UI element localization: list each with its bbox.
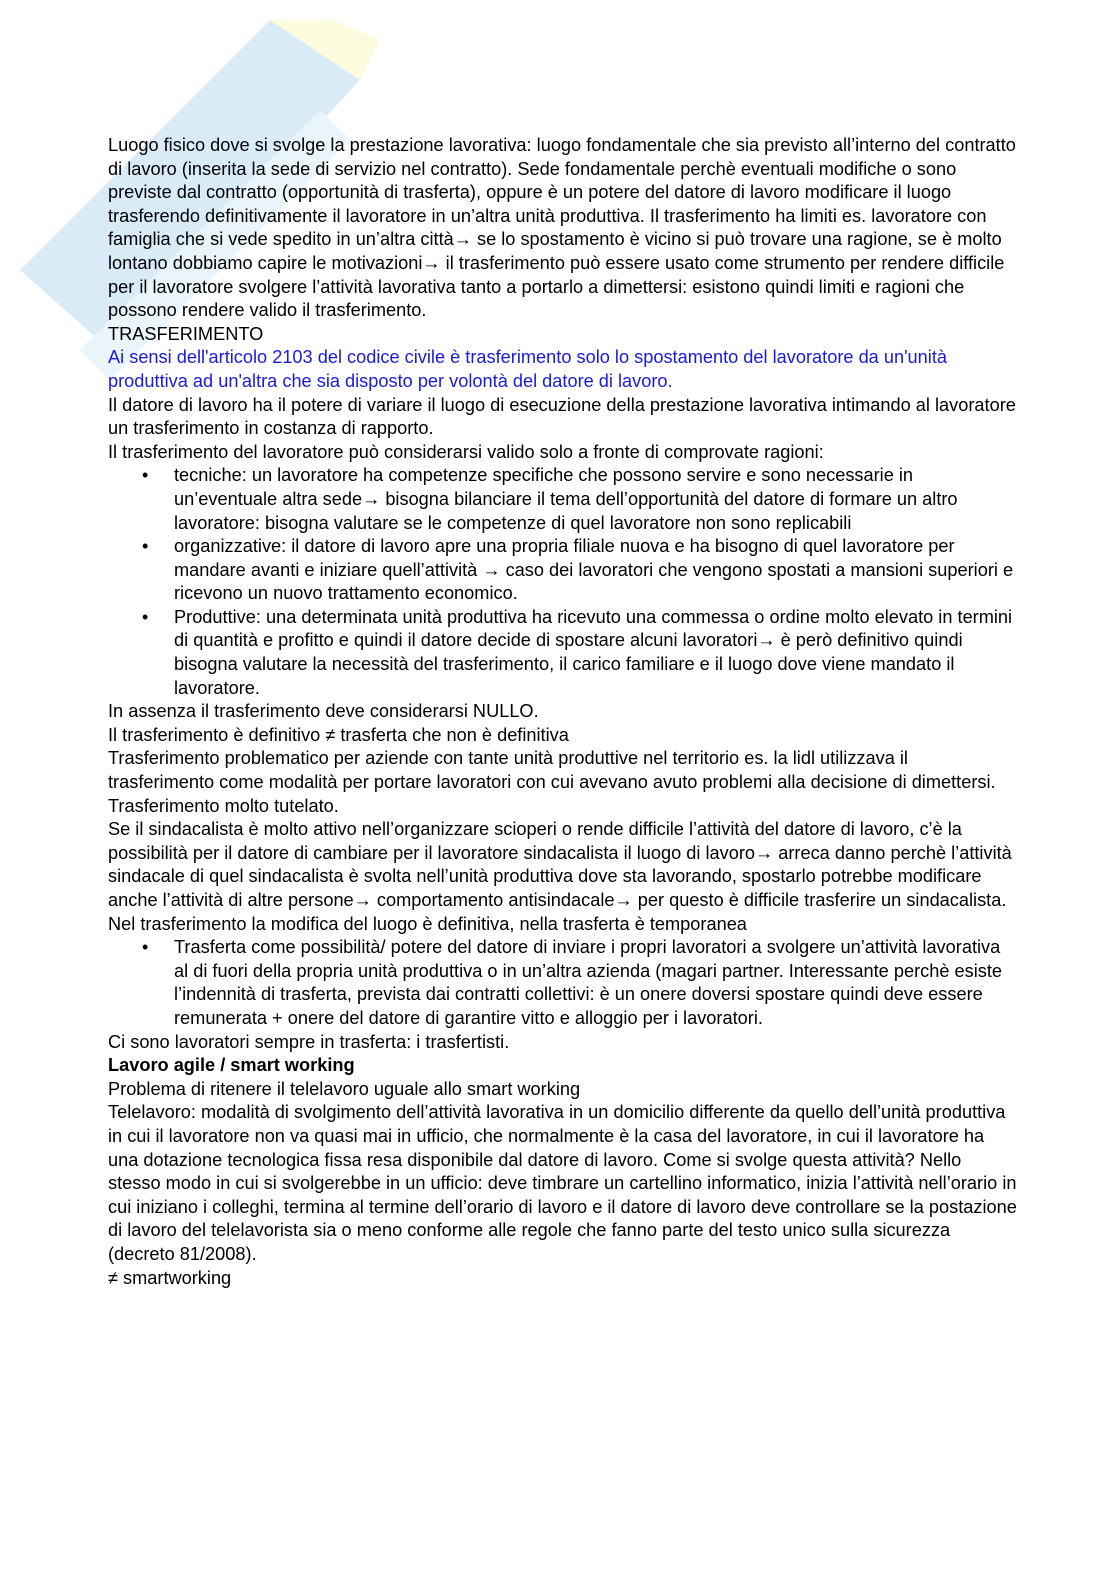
- paragraph-modifica-luogo: Nel trasferimento la modifica del luogo è definitiva, nella trasferta è temporanea: [108, 913, 747, 934]
- trasferta-list: [108, 936, 1018, 1030]
- paragraph-nullo: In assenza il trasferimento deve considerarsi NULLO.: [108, 701, 539, 722]
- watermark-yellow-corner: [270, 20, 380, 80]
- paragraph-tutelato: Trasferimento molto tutelato.: [108, 795, 339, 816]
- paragraph-potere-datore: Il datore di lavoro ha il potere di variare il luogo di esecuzione della prestazione lavorativa intimando al lavoratore un trasferimento in costanza di rapporto.: [108, 394, 1016, 439]
- reasons-list: [108, 464, 1018, 700]
- list-item-produttive: • Produttive: una determinata unità produttiva ha ricevuto una commessa o ordine molto elevato in termini di quantità e profitto e quindi il datore decide di spostare alcuni lavoratori→ è però definitivo quindi bisogna valutare la necessità del trasferimento, il carico familiare e il luogo dove viene mandato il lavoratore.: [174, 606, 1018, 700]
- paragraph-telelavoro: Telelavoro: modalità di svolgimento dell’attività lavorativa in un domicilio differente da quello dell’unità produttiva in cui il lavoratore non va quasi mai in ufficio, che normalmente è la casa del lavoratore, in cui il lavoratore ha una dotazione tecnologica fissa resa disponibile dal datore di lavoro. Come si svolge questa attività? Nello stesso modo in cui si svolgerebbe in un ufficio: deve timbrare un cartellino informatico, inizia l’attività nell’orario in cui iniziano i colleghi, termina al termine dell’orario di lavoro e il datore di lavoro deve controllare se la postazione di lavoro del telelavorista sia o meno conforme alle regole che fanno parte del testo unico sulla sicurezza (decreto 81/2008).: [108, 1102, 1017, 1264]
- section-heading-trasferimento: TRASFERIMENTO: [108, 323, 264, 344]
- paragraph-problema-telelavoro: Problema di ritenere il telelavoro uguale allo smart working: [108, 1078, 581, 1099]
- paragraph-trasfertisti: Ci sono lavoratori sempre in trasferta: i trasfertisti.: [108, 1031, 510, 1052]
- paragraph-definitivo: Il trasferimento è definitivo ≠ trasferta che non è definitiva: [108, 724, 569, 745]
- list-item-tecniche: • tecniche: un lavoratore ha competenze specifiche che possono servire e sono necessarie in un’eventuale altra sede→ bisogna bilanciare il tema dell’opportunità del datore di formare un altro lavoratore: bisogna valutare se le competenze di quel lavoratore non sono replicabili: [174, 464, 1018, 535]
- paragraph-smartworking: ≠ smartworking: [108, 1267, 232, 1288]
- paragraph-luogo-fisico: Luogo fisico dove si svolge la prestazione lavorativa: luogo fondamentale che sia previsto all’interno del contratto di lavoro (inserita la sede di servizio nel contratto). Sede fondamentale perchè eventuali modifiche o sono previste dal contratto (opportunità di trasferta), oppure è un potere del datore di lavoro modificare il luogo trasferendo definitivamente il lavoratore in un’altra unità produttiva. Il trasferimento ha limiti es. lavoratore con famiglia che si vede spedito in un’altra città→ se lo spostamento è vicino si può trovare una ragione, se è molto lontano dobbiamo capire le motivazioni→ il trasferimento può essere usato come strumento per rendere difficile per il lavoratore svolgere l’attività lavorativa tanto a portarlo a dimettersi: esistono quindi limiti e ragioni che possono rendere valido il trasferimento.: [108, 135, 1016, 321]
- section-heading-smart-working: Lavoro agile / smart working: [108, 1055, 355, 1076]
- document-body: [108, 134, 1018, 1290]
- paragraph-article-2103: Ai sensi dell'articolo 2103 del codice civile è trasferimento solo lo spostamento del lavoratore da un'unità produttiva ad un'altra che sia disposto per volontà del datore di lavoro.: [108, 347, 947, 391]
- paragraph-comprovate-ragioni: Il trasferimento del lavoratore può considerarsi valido solo a fronte di comprovate ragioni:: [108, 441, 824, 462]
- paragraph-sindacalista: Se il sindacalista è molto attivo nell’organizzare scioperi o rende difficile l’attività del datore di lavoro, c’è la possibilità per il datore di cambiare per il lavoratore sindacalista il luogo di lavoro→ arreca danno perchè l’attività sindacale di quel sindacalista è svolta nell’unità produttiva dove sta lavorando, spostarlo potrebbe modificare anche l’attività di altre persone→ comportamento antisindacale→ per questo è difficile trasferire un sindacalista.: [108, 819, 1012, 910]
- paragraph-lidl: Trasferimento problematico per aziende con tante unità produttive nel territorio es. la lidl utilizzava il trasferimento come modalità per portare lavoratori con cui avevano avuto problemi alla decisione di dimettersi.: [108, 748, 996, 793]
- list-item-trasferta: • Trasferta come possibilità/ potere del datore di inviare i propri lavoratori a svolgere un’attività lavorativa al di fuori della propria unità produttiva o in un’altra azienda (magari partner. Interessante perchè esiste l’indennità di trasferta, prevista dai contratti collettivi: è un onere doversi spostare quindi deve essere remunerata + onere del datore di garantire vitto e alloggio per i lavoratori.: [174, 936, 1018, 1030]
- list-item-organizzative: • organizzative: il datore di lavoro apre una propria filiale nuova e ha bisogno di quel lavoratore per mandare avanti e iniziare quell’attività → caso dei lavoratori che vengono spostati a mansioni superiori e ricevono un nuovo trattamento economico.: [174, 535, 1018, 606]
